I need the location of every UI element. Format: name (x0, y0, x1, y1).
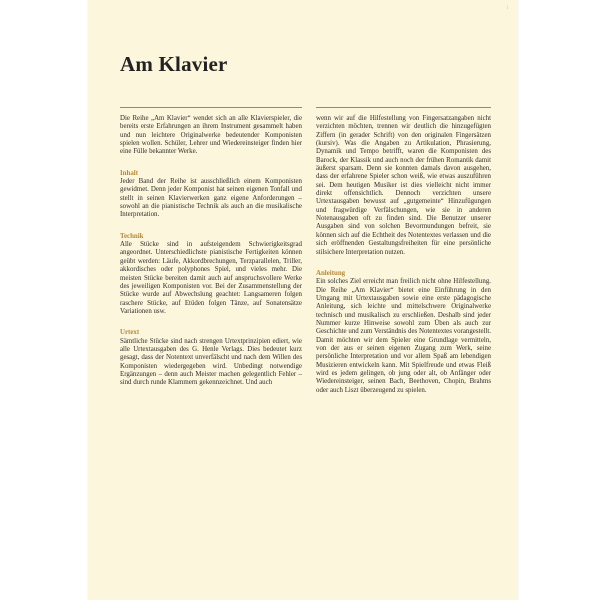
section-text-technik: Alle Stücke sind in aufsteigendem Schwierigkeitsgrad angeordnet. Unterschiedlichste pianistische Fertigkeiten können geübt werden: Läufe, Akkordbrechungen, Terzparallelen, Triller, akkordisches oder polyphones Spiel, und vieles mehr. Die meisten Stücke bereiten damit auch auf anspruchsvollere Werke des jeweiligen Komponisten vor. Bei der Zusammenstellung der Stücke wurde auf Abwechslung geachtet: Langsameren folgen raschere Stücke, auf Etüden folgen Tänze, auf Sonatensätze Variationen usw. (120, 241, 302, 315)
left-column-rule (120, 107, 302, 108)
document-page (88, 0, 518, 600)
intro-paragraph: Die Reihe „Am Klavier“ wendet sich an alle Klavierspieler, die bereits erste Erfahrungen an ihrem Instrument gesammelt haben und nun leichtere Originalwerke bedeutender Komponisten spielen wollen. Schüler, Lehrer und Wiedereinsteiger finden hier eine Fülle bekannter Werke. (120, 115, 302, 156)
section-heading-technik: Technik (120, 232, 144, 240)
right-column-rule (316, 107, 491, 108)
section-text-anleitung: Ein solches Ziel erreicht man freilich nicht ohne Hilfestellung. Die Reihe „Am Klavier“ bietet eine Einführung in den Umgang mit Urtextausgaben sowie eine erste pädagogische Anleitung, sich leichte und mittelschwere Originalwerke technisch und musikalisch zu erschließen. Deshalb sind jeder Nummer kurze Hinweise sowohl zum Üben als auch zur Geschichte und zum Verständnis des Notentextes vorangestellt. Damit möchten wir dem Spieler eine Grundlage vermitteln, von der aus er seinen eigenen Zugang zum Werk, seine persönliche Interpretation und vor allem Spaß am lebendigen Musizieren entwickeln kann. Mit Spielfreude und etwas Fleiß wird es jedem gelingen, ob jung oder alt, ob Anfänger oder Wiedereinsteiger, seinen Bach, Beethoven, Chopin, Brahms oder auch Liszt überzeugend zu spielen. (316, 278, 491, 394)
section-heading-inhalt: Inhalt (120, 169, 139, 177)
page-title: Am Klavier (120, 52, 228, 76)
page-corner-mark: i (506, 6, 508, 11)
section-heading-anleitung: Anleitung (316, 269, 346, 277)
urtext-continuation: wenn wir auf die Hilfestellung von Fingersatzangaben nicht verzichten möchten, trennen wir deutlich die hinzugefügten Ziffern (in gerader Schrift) von den originalen Fingersätzen (kursiv). Was die Angaben zu Artikulation, Phrasierung, Dynamik und Tempo betrifft, waren die Komponisten des Barock, der Klassik und auch noch der frühen Romantik damit äußerst sparsam. Denn sie konnten damals davon ausgehen, dass der erfahrene Spieler schon weiß, wie etwas auszuführen sei. Dem heutigen Musiker ist dies vielleicht nicht immer direkt offensichtlich. Dennoch verzichten unsere Urtextausgaben bewusst auf „gutgemeinte“ Hinzufügungen und fragwürdige Verfälschungen, wie sie in anderen Notenausgaben oft zu finden sind. Die Benutzer unserer Ausgaben sind von solchen Bevormundungen befreit, sie können sich auf die Echtheit des Notentextes verlassen und die sich eröffnenden Gestaltungsfreiheiten für eine persönliche stilsichere Interpretation nutzen. (316, 115, 491, 256)
section-heading-urtext: Urtext (120, 329, 140, 337)
right-column (316, 115, 491, 408)
left-column (120, 115, 302, 401)
section-text-urtext: Sämtliche Stücke sind nach strengen Urtextprinzipien ediert, wie alle Urtextausgaben des G. Henle Verlags. Dies bedeutet kurz gesagt, dass der Notentext unverfälscht und nach dem Willen des Komponisten wiedergegeben wird. Unbedingt notwendige Ergänzungen – denn auch Meister machen gelegentlich Fehler – sind durch runde Klammern gekennzeichnet. Und auch (120, 337, 302, 387)
section-text-inhalt: Jeder Band der Reihe ist ausschließlich einem Komponisten gewidmet. Denn jeder Komponist hat seinen eigenen Tonfall und stellt in seinen Klavierwerken ganz eigene Anforderungen – sowohl an die pianistische Technik als auch an die musikalische Interpretation. (120, 178, 302, 219)
